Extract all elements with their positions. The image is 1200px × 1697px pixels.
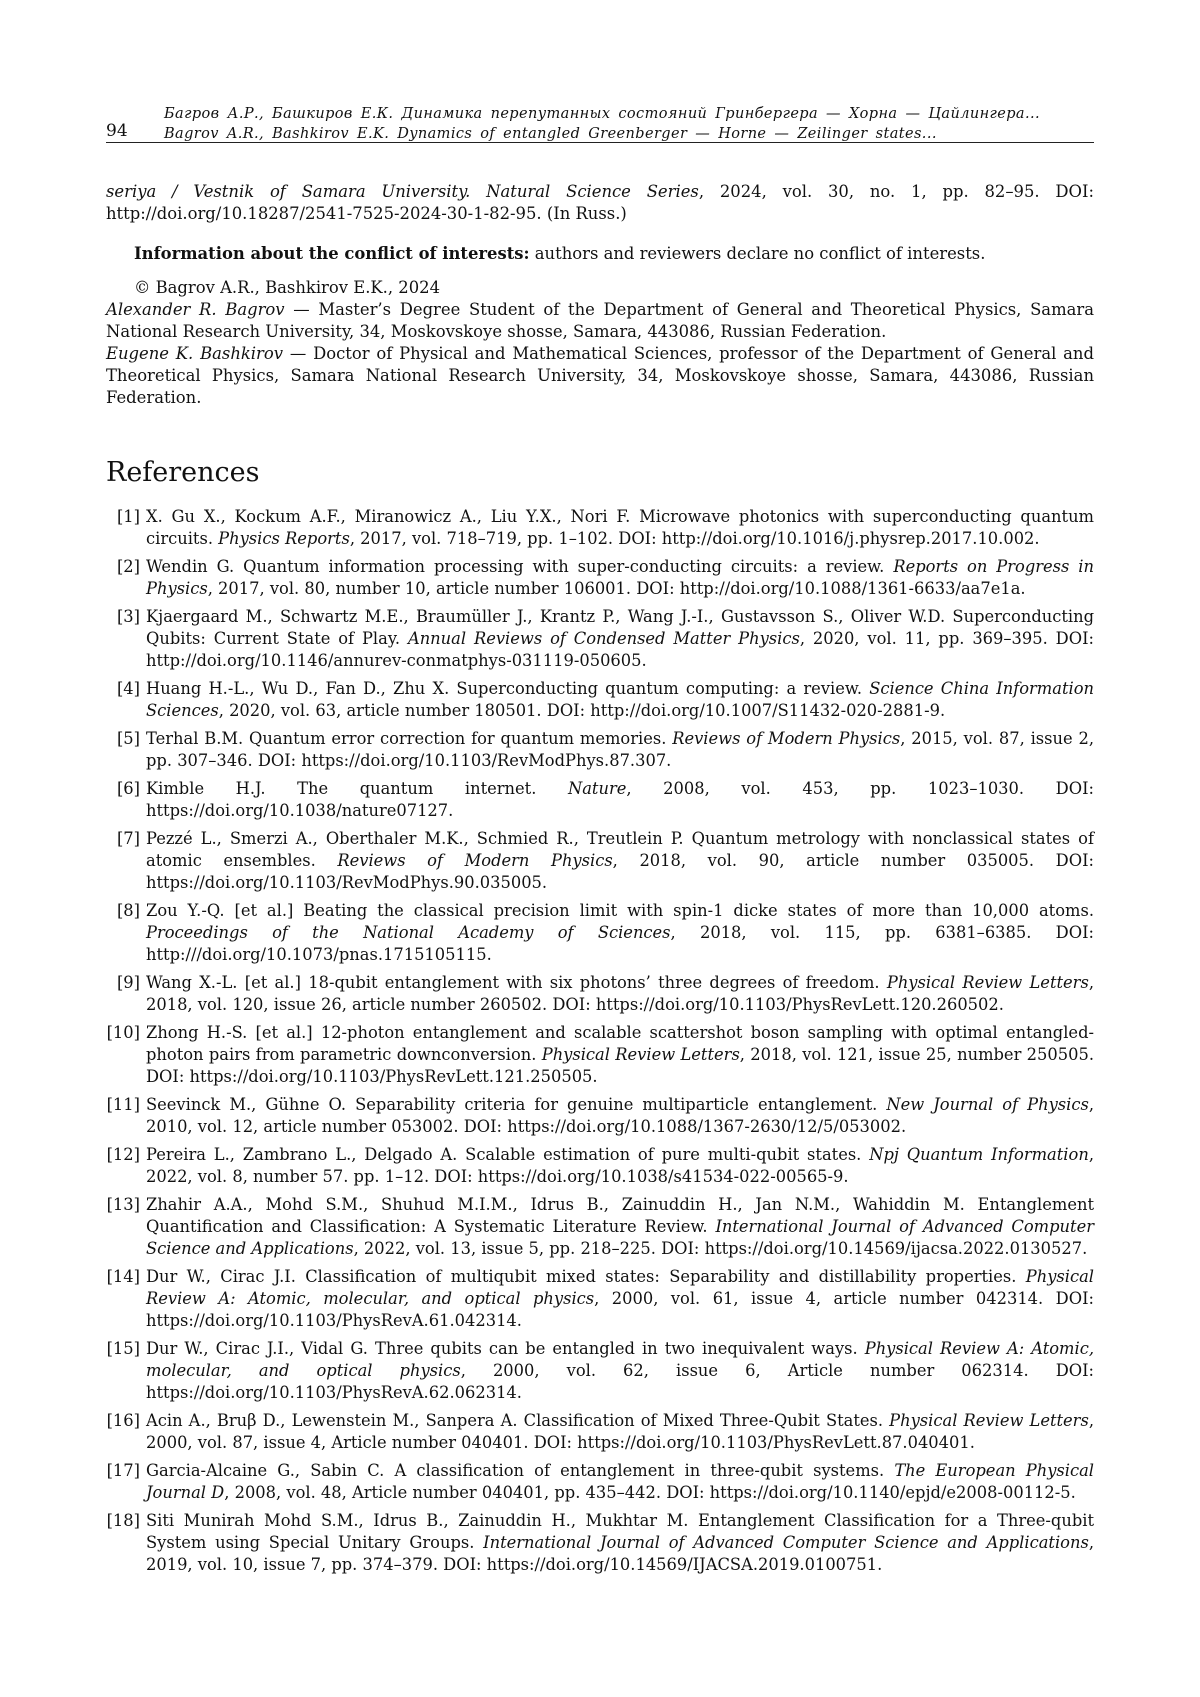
- reference-item: [106, 556, 1094, 600]
- author-info-1: [106, 299, 1094, 343]
- reference-details: , 2018, vol. 115, pp. 6381–6385. DOI: http:///doi.org/10.1073/pnas.1715105115.: [146, 923, 1094, 964]
- reference-journal: Physical Review Letters: [541, 1045, 740, 1064]
- reference-authors-title: Garcia-Alcaine G., Sabin C. A classification of entanglement in three-qubit systems.: [146, 1461, 895, 1480]
- reference-number: [13]: [106, 1195, 140, 1214]
- reference-number: [5]: [116, 729, 140, 748]
- reference-item: [106, 778, 1094, 822]
- running-title-ru: Багров А.Р., Башкиров Е.К. Динамика перепутанных состояний Гринбергера — Хорна — Цайлингера...: [164, 106, 1041, 122]
- reference-number: [15]: [106, 1339, 140, 1358]
- reference-journal: Reports on Progress in Physics: [146, 557, 1095, 598]
- reference-authors-title: Dur W., Cirac J.I. Classification of multiqubit mixed states: Separability and distillability properties.: [146, 1267, 1026, 1286]
- reference-authors-title: Pezzé L., Smerzi A., Oberthaler M.K., Schmied R., Treutlein P. Quantum metrology with nonclassical states of atomic ensembles.: [146, 829, 1094, 870]
- reference-item: [106, 1510, 1094, 1576]
- reference-journal: Physics Reports: [218, 529, 350, 548]
- reference-number: [14]: [106, 1267, 140, 1286]
- reference-details: , 2008, vol. 48, Article number 040401, pp. 435–442. DOI: https://doi.org/10.1140/epjd/e2008-00112-5.: [224, 1483, 1076, 1502]
- author-description: — Master’s Degree Student of the Department of General and Theoretical Physics, Samara National Research University, 34, Moskovskoye shosse, Samara, 443086, Russian Federation.: [106, 300, 1094, 341]
- reference-details: , 2008, vol. 453, pp. 1023–1030. DOI: https://doi.org/10.1038/nature07127.: [146, 779, 1094, 820]
- reference-number: [11]: [106, 1095, 140, 1114]
- reference-item: [106, 1144, 1094, 1188]
- reference-item: [106, 1410, 1094, 1454]
- reference-details: , 2000, vol. 61, issue 4, article number 042314. DOI: https://doi.org/10.1103/PhysRevA.61.042314.: [146, 1289, 1094, 1330]
- reference-item: [106, 506, 1094, 550]
- reference-journal: International Journal of Advanced Computer Science and Applications: [146, 1217, 1094, 1258]
- reference-number: [12]: [106, 1145, 140, 1164]
- reference-list: [106, 506, 1094, 1576]
- reference-journal: Physical Review A: Atomic, molecular, and optical physics: [146, 1339, 1094, 1380]
- reference-authors-title: Terhal B.M. Quantum error correction for quantum memories.: [146, 729, 673, 748]
- reference-details: , 2018, vol. 121, issue 25, number 250505. DOI: https://doi.org/10.1103/PhysRevLett.121.250505.: [146, 1045, 1094, 1086]
- reference-details: , 2010, vol. 12, article number 053002. DOI: https://doi.org/10.1088/1367-2630/12/5/053002.: [146, 1095, 1094, 1136]
- reference-authors-title: Wendin G. Quantum information processing with super-conducting circuits: a review.: [146, 557, 894, 576]
- reference-authors-title: Zhong H.-S. [et al.] 12-photon entanglement and scalable scattershot boson sampling with optimal entangled-photon pairs from parametric downconversion.: [146, 1023, 1094, 1064]
- reference-details: , 2020, vol. 63, article number 180501. DOI: http://doi.org/10.1007/S11432-020-2881-9.: [218, 701, 946, 720]
- copyright-line: © Bagrov A.R., Bashkirov E.K., 2024: [134, 278, 440, 297]
- reference-journal: Annual Reviews of Condensed Matter Physics: [407, 629, 800, 648]
- reference-details: , 2022, vol. 13, issue 5, pp. 218–225. DOI: https://doi.org/10.14569/ijacsa.2022.0130527.: [353, 1239, 1088, 1258]
- reference-details: , 2000, vol. 62, issue 6, Article number 062314. DOI: https://doi.org/10.1103/PhysRevA.62.062314.: [146, 1361, 1095, 1402]
- reference-authors-title: Pereira L., Zambrano L., Delgado A. Scalable estimation of pure multi-qubit states.: [146, 1145, 870, 1164]
- conflict-label: Information about the conflict of interests:: [134, 244, 530, 263]
- reference-authors-title: Wang X.-L. [et al.] 18-qubit entanglement with six photons’ three degrees of freedom.: [146, 973, 887, 992]
- reference-details: , 2019, vol. 10, issue 7, pp. 374–379. DOI: https://doi.org/10.14569/IJACSA.2019.0100751.: [146, 1533, 1094, 1574]
- reference-details: , 2020, vol. 11, pp. 369–395. DOI: http://doi.org/10.1146/annurev-conmatphys-031119-050605.: [146, 629, 1094, 670]
- reference-number: [2]: [116, 557, 140, 576]
- reference-number: [1]: [116, 507, 140, 526]
- author-description: — Doctor of Physical and Mathematical Sciences, professor of the Department of General and Theoretical Physics, Samara National Research University, 34, Moskovskoye shosse, Samara, 443086, Russian Federation.: [106, 344, 1094, 407]
- reference-details: , 2015, vol. 87, issue 2, pp. 307–346. DOI: https://doi.org/10.1103/RevModPhys.87.307.: [146, 729, 1094, 770]
- reference-journal: The European Physical Journal D: [146, 1461, 1094, 1502]
- reference-number: [18]: [106, 1511, 140, 1530]
- reference-details: , 2022, vol. 8, number 57. pp. 1–12. DOI: https://doi.org/10.1038/s41534-022-00565-9.: [146, 1145, 1094, 1186]
- conflict-text: authors and reviewers declare no conflict of interests.: [529, 244, 986, 263]
- reference-journal: Proceedings of the National Academy of Sciences: [146, 923, 671, 942]
- running-title: [164, 104, 1040, 144]
- reference-item: [106, 828, 1094, 894]
- reference-journal: Reviews of Modern Physics: [337, 851, 613, 870]
- reference-details: , 2018, vol. 90, article number 035005. DOI: https://doi.org/10.1103/RevModPhys.90.035005.: [146, 851, 1094, 892]
- reference-authors-title: Huang H.-L., Wu D., Fan D., Zhu X. Superconducting quantum computing: a review.: [146, 679, 870, 698]
- reference-authors-title: Zou Y.-Q. [et al.] Beating the classical precision limit with spin-1 dicke states of more than 10,000 atoms.: [146, 901, 1094, 920]
- reference-number: [8]: [116, 901, 140, 920]
- reference-authors-title: Seevinck M., Gühne O. Separability criteria for genuine multiparticle entanglement.: [146, 1095, 887, 1114]
- reference-authors-title: Zhahir A.A., Mohd S.M., Shuhud M.I.M., Idrus B., Zainuddin H., Jan N.M., Wahiddin M. Entanglement Quantification and Classification: A Systematic Literature Review.: [146, 1195, 1094, 1236]
- reference-item: [106, 1266, 1094, 1332]
- reference-authors-title: Acin A., Bruβ D., Lewenstein M., Sanpera A. Classification of Mixed Three-Qubit States.: [146, 1411, 890, 1430]
- reference-authors-title: Siti Munirah Mohd S.M., Idrus B., Zainuddin H., Mukhtar M. Entanglement Classification for a Three-qubit System using Special Unitary Groups.: [146, 1511, 1094, 1552]
- reference-journal: Physical Review A: Atomic, molecular, and optical physics: [146, 1267, 1094, 1308]
- reference-authors-title: Kjaergaard M., Schwartz M.E., Braumüller J., Krantz P., Wang J.-I., Gustavsson S., Oliver W.D. Superconducting Qubits: Current State of Play.: [146, 607, 1094, 648]
- reference-details: , 2017, vol. 80, number 10, article number 106001. DOI: http://doi.org/10.1088/1361-6633/aa7e1a.: [207, 579, 1026, 598]
- reference-number: [9]: [116, 973, 140, 992]
- reference-authors-title: Kimble H.J. The quantum internet.: [146, 779, 568, 798]
- reference-number: [16]: [106, 1411, 140, 1430]
- reference-details: , 2018, vol. 120, issue 26, article number 260502. DOI: https://doi.org/10.1103/PhysRevLett.120.260502.: [146, 973, 1094, 1014]
- reference-number: [6]: [116, 779, 140, 798]
- reference-item: [106, 728, 1094, 772]
- author-name: Alexander R. Bagrov: [106, 300, 285, 319]
- reference-item: [106, 1194, 1094, 1260]
- reference-authors-title: Dur W., Cirac J.I., Vidal G. Three qubits can be entangled in two inequivalent ways.: [146, 1339, 865, 1358]
- reference-journal: New Journal of Physics: [886, 1095, 1089, 1114]
- running-header: [106, 96, 1094, 143]
- reference-number: [3]: [116, 607, 140, 626]
- reference-details: , 2000, vol. 87, issue 4, Article number 040401. DOI: https://doi.org/10.1103/PhysRevLett.87.040401.: [146, 1411, 1094, 1452]
- running-title-en: Bagrov A.R., Bashkirov E.K. Dynamics of entangled Greenberger — Horne — Zeilinger states...: [164, 126, 937, 142]
- page-number: 94: [106, 121, 128, 141]
- reference-journal: Nature: [567, 779, 627, 798]
- citation-details: , 2024, vol. 30, no. 1, pp. 82–95. DOI: http://doi.org/10.18287/2541-7525-2024-30-1-82-95. (In Russ.): [106, 182, 1094, 223]
- reference-number: [7]: [116, 829, 140, 848]
- citation-journal: seriya / Vestnik of Samara University. Natural Science Series: [106, 182, 699, 201]
- reference-item: [106, 606, 1094, 672]
- reference-item: [106, 1022, 1094, 1088]
- reference-number: [17]: [106, 1461, 140, 1480]
- reference-number: [10]: [106, 1023, 140, 1042]
- reference-item: [106, 1338, 1094, 1404]
- journal-page: [106, 96, 1094, 1582]
- author-info-2: [106, 343, 1094, 409]
- reference-journal: Reviews of Modern Physics: [672, 729, 901, 748]
- reference-item: [106, 1460, 1094, 1504]
- reference-journal: Npj Quantum Information: [869, 1145, 1089, 1164]
- reference-journal: Physical Review Letters: [889, 1411, 1089, 1430]
- reference-item: [106, 900, 1094, 966]
- reference-item: [106, 972, 1094, 1016]
- reference-details: , 2017, vol. 718–719, pp. 1–102. DOI: http://doi.org/10.1016/j.physrep.2017.10.002.: [349, 529, 1040, 548]
- references-heading: References: [106, 457, 260, 488]
- reference-item: [106, 1094, 1094, 1138]
- reference-item: [106, 678, 1094, 722]
- reference-journal: International Journal of Advanced Computer Science and Applications: [483, 1533, 1089, 1552]
- citation-paragraph: [106, 181, 1094, 225]
- reference-number: [4]: [116, 679, 140, 698]
- reference-authors-title: X. Gu X., Kockum A.F., Miranowicz A., Liu Y.X., Nori F. Microwave photonics with superconducting quantum circuits.: [146, 507, 1094, 548]
- reference-journal: Physical Review Letters: [886, 973, 1089, 992]
- conflict-statement: [106, 243, 1094, 265]
- author-name: Eugene K. Bashkirov: [106, 344, 284, 363]
- reference-journal: Science China Information Sciences: [146, 679, 1094, 720]
